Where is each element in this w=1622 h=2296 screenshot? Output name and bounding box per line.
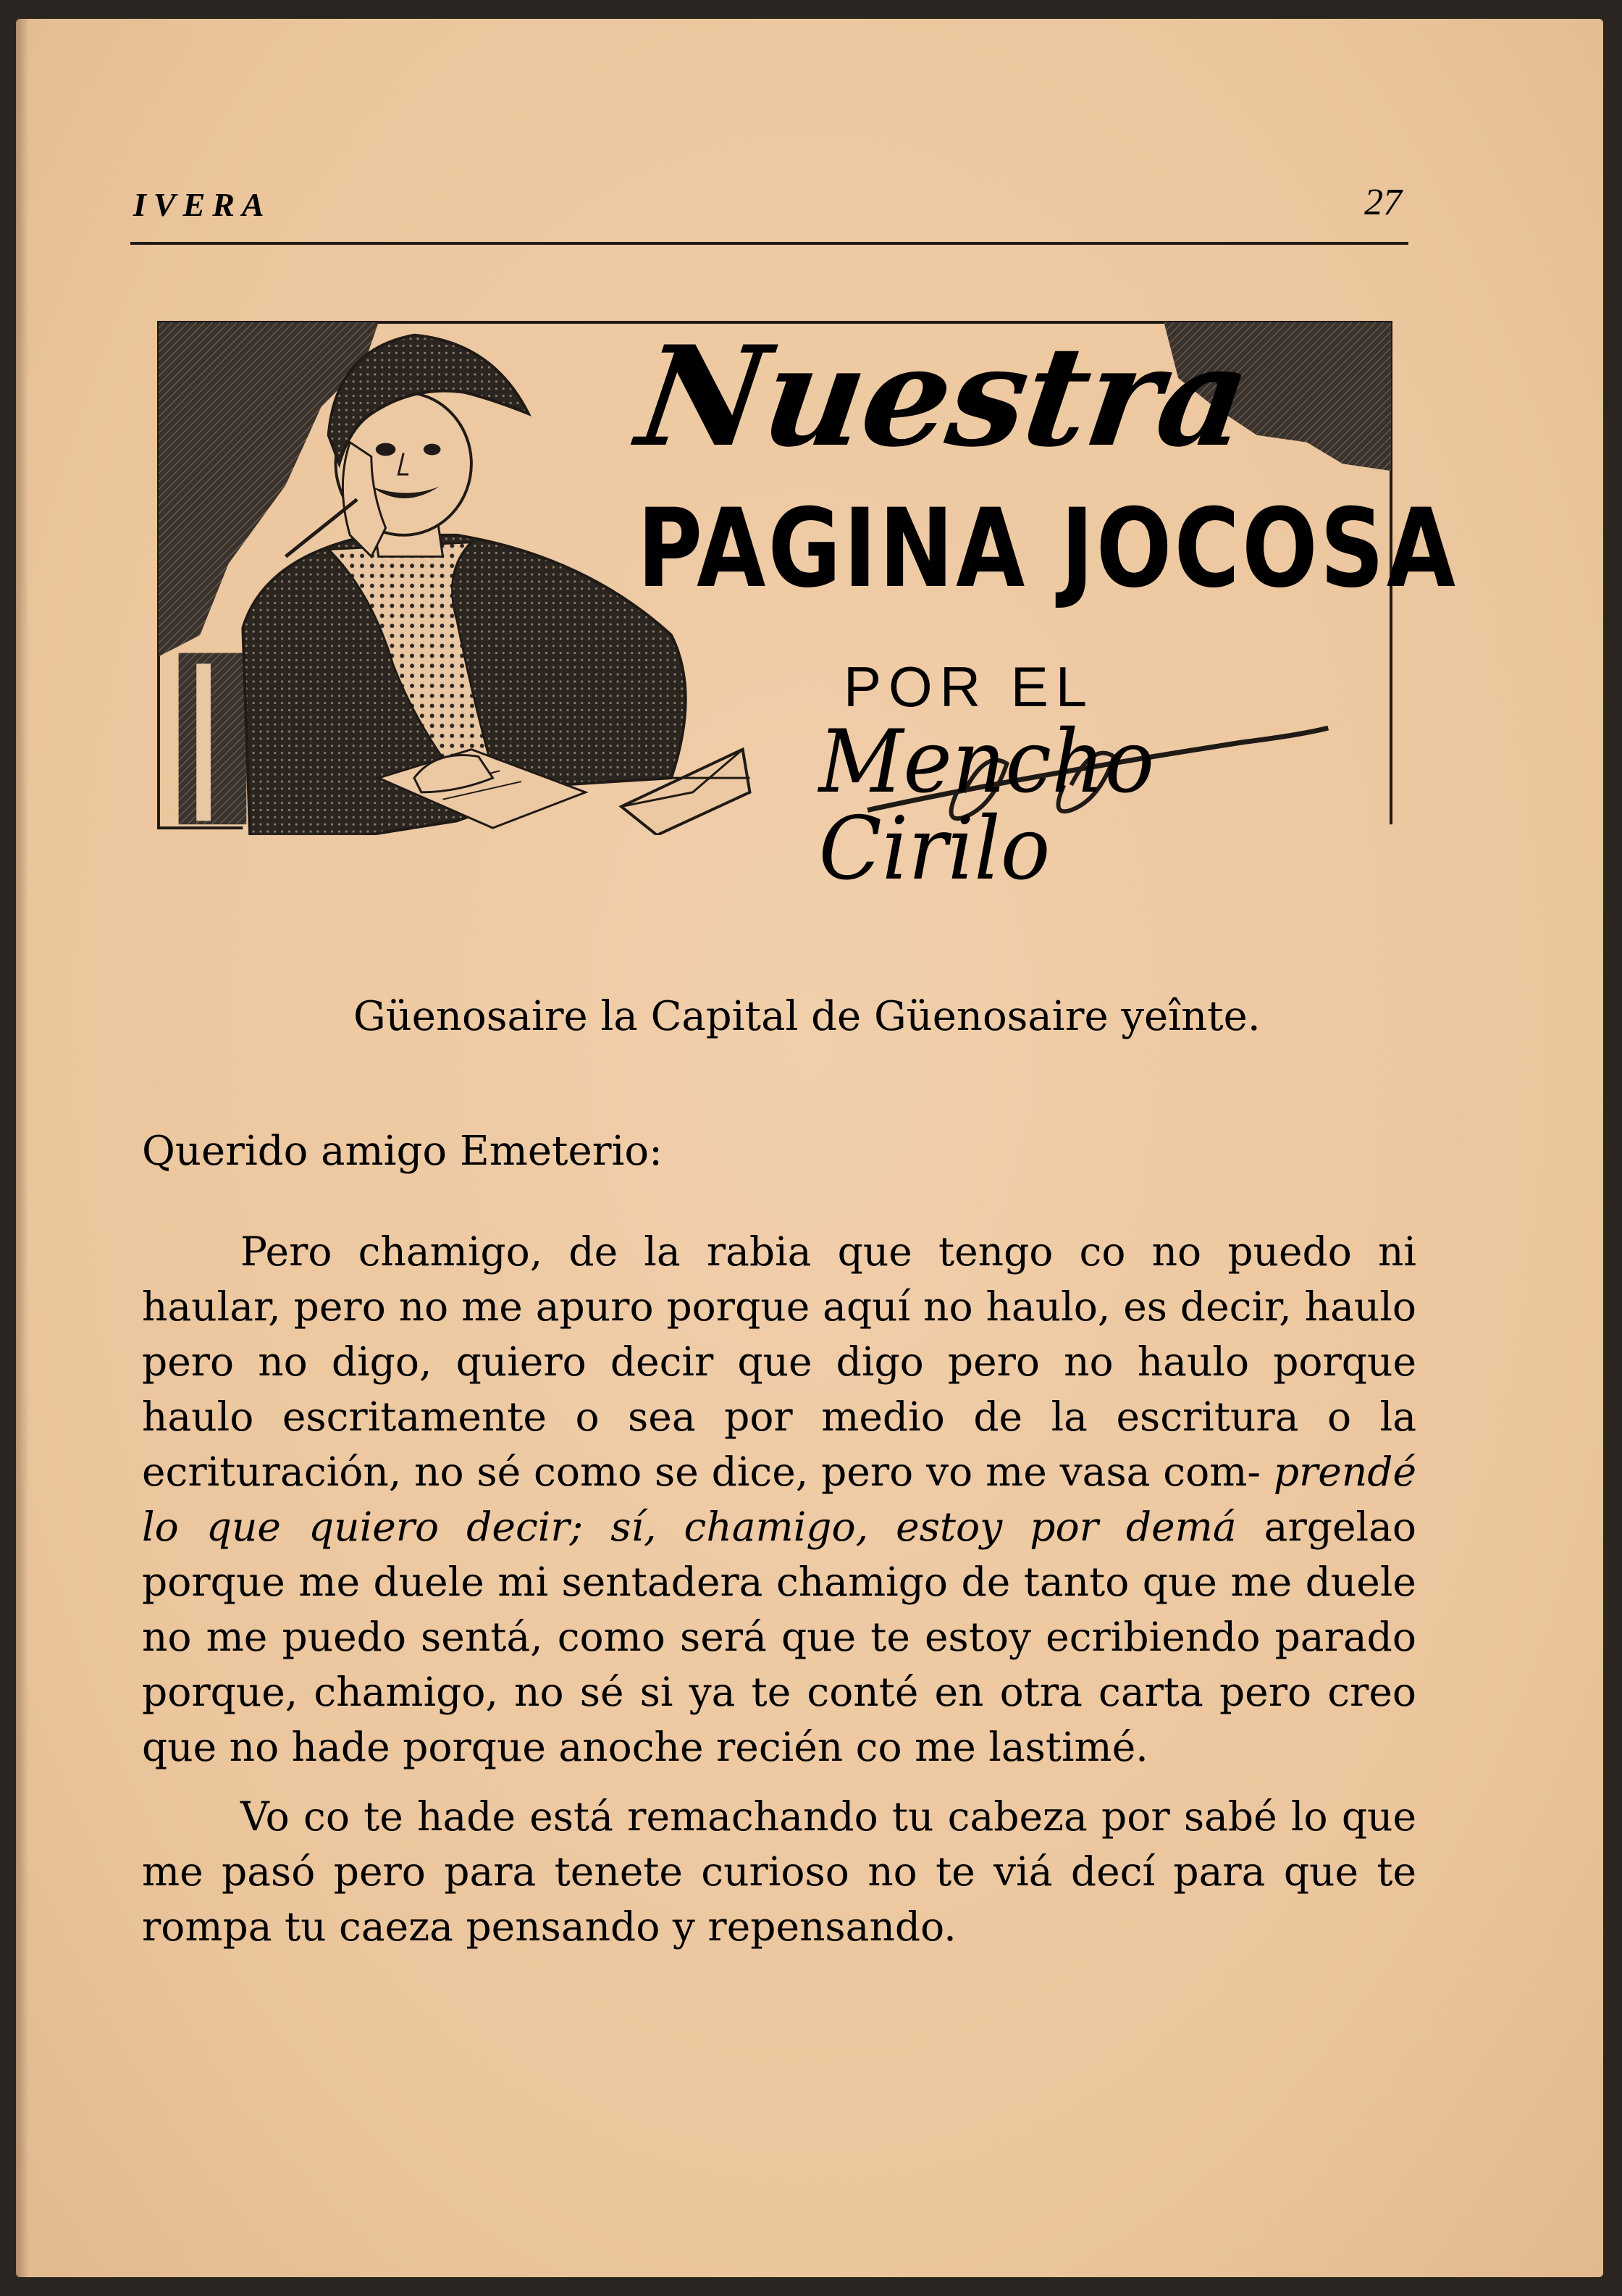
- banner-title-script: Nuestra: [629, 316, 1258, 477]
- paragraph-1-italic-text: prendé lo que quiero decir; sí, chamigo, estoy por demá: [142, 1449, 1417, 1550]
- banner-author-signature: Mencho Cirilo: [818, 712, 1155, 900]
- title-banner: [148, 316, 1458, 900]
- letter-body: [142, 1224, 1416, 1969]
- chair-back: [179, 653, 247, 825]
- paragraph-1-text-a: Pero chamigo, de la rabia que tengo co no puedo ni haular, pero no me apuro porque aquí no haulo, es decir, haulo pero no digo, quiero decir que digo pero no haulo porque haulo escritamente o sea por medio de la escritura o la ecrituración, no sé como se dice, pero vo me vasa com-: [142, 1228, 1416, 1495]
- page-gutter-shadow: [16, 19, 29, 2277]
- running-head-title: IVERA: [133, 186, 272, 223]
- banner-byline: POR EL: [844, 655, 1095, 718]
- banner-title-main: PAGINA JOCOSA: [637, 486, 1458, 612]
- paragraph-1-text-b: argelao porque me duele mi sentadera chamigo de tanto que me duele no me puedo sentá, como será que te estoy ecribiendo parado porque, chamigo, no sé si ya te conté en otra carta pero creo que no hade porque anoche recién co me lastimé.: [142, 1504, 1417, 1770]
- letter-paragraph-1: [142, 1224, 1416, 1775]
- header-rule: [130, 242, 1408, 245]
- letter-paragraph-2: Vo co te hade está remachando tu cabeza por sabé lo que me pasó pero para tenete curioso no te viá decí para que te rompa tu caeza pensando y repensando.: [142, 1793, 1416, 1950]
- letter-dateline: Güenosaire la Capital de Güenosaire yeînte.: [353, 993, 1261, 1040]
- letter-salutation: Querido amigo Emeterio:: [142, 1128, 663, 1175]
- page-number: 27: [1364, 182, 1402, 223]
